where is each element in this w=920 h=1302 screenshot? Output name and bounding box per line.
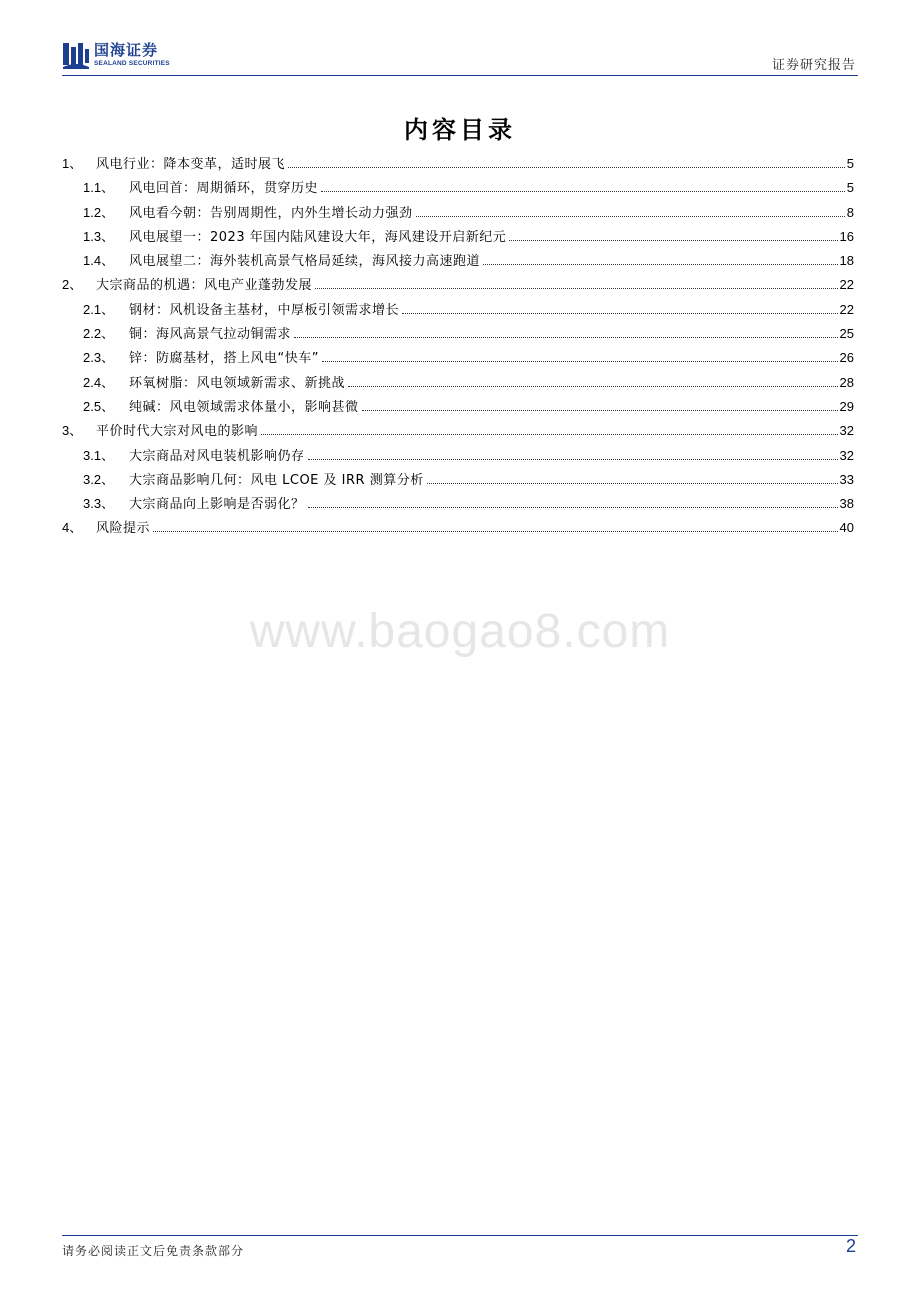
toc-entry-page: 38: [839, 496, 854, 512]
toc-dot-leader: [308, 458, 838, 460]
toc-entry-number: 1.4、: [83, 253, 115, 269]
toc-entry-title: 大宗商品影响几何：风电 LCOE 及 IRR 测算分析: [129, 472, 424, 488]
toc-entry-title: 铜：海风高景气拉动铜需求: [129, 327, 292, 343]
toc-entry-page: 22: [839, 277, 854, 293]
toc-entry[interactable]: [62, 471, 854, 495]
toc-entry-title: 锌：防腐基材，搭上风电“快车”: [129, 351, 319, 367]
table-of-contents: [62, 155, 854, 544]
toc-dot-leader: [322, 360, 838, 362]
toc-entry-page: 18: [839, 253, 854, 269]
toc-entry[interactable]: [62, 325, 854, 349]
toc-entry-page: 26: [839, 350, 854, 366]
toc-entry-number: 2.4、: [83, 374, 115, 390]
toc-entry-page: 5: [846, 180, 854, 196]
toc-dot-leader: [362, 409, 838, 411]
toc-dot-leader: [402, 312, 838, 314]
toc-entry[interactable]: [62, 252, 854, 276]
footer-divider: [62, 1235, 858, 1236]
sealand-logo-icon: [62, 41, 90, 69]
watermark: www.baogao8.com: [249, 605, 671, 658]
toc-dot-leader: [308, 506, 838, 508]
report-type-label: 证券研究报告: [771, 58, 856, 73]
toc-dot-leader: [483, 263, 838, 265]
toc-entry[interactable]: [62, 276, 854, 300]
toc-entry[interactable]: [62, 179, 854, 203]
toc-dot-leader: [416, 215, 845, 217]
page-header: [62, 38, 858, 76]
toc-entry-title: 大宗商品对风电装机影响仍存: [129, 448, 305, 464]
toc-entry-page: 33: [839, 471, 854, 487]
toc-entry-title: 钢材：风机设备主基材，中厚板引领需求增长: [129, 302, 400, 318]
toc-entry-number: 2.5、: [83, 398, 115, 414]
toc-entry-number: 1.2、: [83, 204, 115, 220]
toc-entry-number: 1.1、: [83, 180, 115, 196]
toc-dot-leader: [321, 190, 845, 192]
toc-entry-number: 2.3、: [83, 350, 115, 366]
toc-entry-title: 平价时代大宗对风电的影响: [96, 424, 259, 440]
toc-entry[interactable]: [62, 519, 854, 543]
toc-entry-title: 纯碱：风电领域需求体量小，影响甚微: [129, 399, 359, 415]
toc-entry[interactable]: [62, 228, 854, 252]
toc-entry-title: 风电行业：降本变革，适时展飞: [96, 157, 286, 172]
toc-entry-number: 3.3、: [83, 496, 115, 512]
toc-entry[interactable]: [62, 447, 854, 471]
toc-entry-page: 25: [839, 326, 854, 342]
toc-entry-number: 3.1、: [83, 447, 115, 463]
toc-entry-title: 大宗商品向上影响是否弱化？: [129, 497, 305, 513]
toc-entry[interactable]: [62, 349, 854, 373]
toc-entry-number: 1、: [62, 156, 83, 171]
toc-dot-leader: [315, 287, 838, 289]
toc-dot-leader: [294, 336, 838, 338]
toc-entry-number: 2.2、: [83, 326, 115, 342]
toc-entry-page: 29: [839, 398, 854, 414]
toc-entry-page: 32: [839, 423, 854, 439]
logo-english-name: SEALAND SECURITIES: [94, 59, 170, 67]
toc-entry-number: 2.1、: [83, 301, 115, 317]
toc-dot-leader: [509, 239, 837, 241]
toc-entry-title: 风电看今朝：告别周期性，内外生增长动力强劲: [129, 205, 413, 221]
toc-entry-title: 环氧树脂：风电领域新需求、新挑战: [129, 375, 346, 391]
toc-entry-page: 32: [839, 447, 854, 463]
toc-entry[interactable]: [62, 422, 854, 446]
toc-entry-page: 40: [839, 520, 854, 536]
toc-entry-number: 3.2、: [83, 471, 115, 487]
toc-entry[interactable]: [62, 398, 854, 422]
toc-dot-leader: [261, 433, 838, 435]
toc-dot-leader: [153, 530, 838, 532]
toc-dot-leader: [348, 385, 838, 387]
toc-entry-title: 大宗商品的机遇：风电产业蓬勃发展: [96, 278, 313, 294]
toc-entry-number: 1.3、: [83, 228, 115, 244]
toc-entry[interactable]: [62, 204, 854, 228]
toc-entry[interactable]: [62, 495, 854, 519]
toc-entry-page: 28: [839, 374, 854, 390]
toc-entry-page: 22: [839, 301, 854, 317]
header-divider: [62, 75, 858, 76]
page-title: 内容目录: [404, 116, 516, 144]
toc-entry-number: 3、: [62, 423, 83, 439]
toc-dot-leader: [288, 166, 845, 168]
footer-page-number: 2: [845, 1236, 856, 1256]
toc-entry-title: 风险提示: [96, 521, 151, 537]
toc-entry-page: 16: [839, 228, 854, 244]
toc-dot-leader: [427, 482, 838, 484]
toc-entry-title: 风电展望二：海外装机高景气格局延续，海风接力高速跑道: [129, 254, 481, 270]
footer-disclaimer: 请务必阅读正文后免责条款部分: [62, 1244, 245, 1258]
toc-entry-page: 8: [846, 204, 854, 220]
toc-entry-page: 5: [846, 156, 854, 171]
toc-entry[interactable]: [62, 155, 854, 179]
logo-chinese-name: 国海证券: [94, 40, 159, 59]
toc-entry-number: 2、: [62, 277, 83, 293]
toc-entry[interactable]: [62, 301, 854, 325]
toc-entry-title: 风电展望一：2023 年国内陆风建设大年，海风建设开启新纪元: [129, 229, 507, 245]
toc-entry-title: 风电回首：周期循环，贯穿历史: [129, 181, 319, 197]
toc-entry[interactable]: [62, 374, 854, 398]
company-logo: [62, 38, 170, 72]
logo-text-group: [94, 40, 170, 68]
toc-entry-number: 4、: [62, 520, 83, 536]
